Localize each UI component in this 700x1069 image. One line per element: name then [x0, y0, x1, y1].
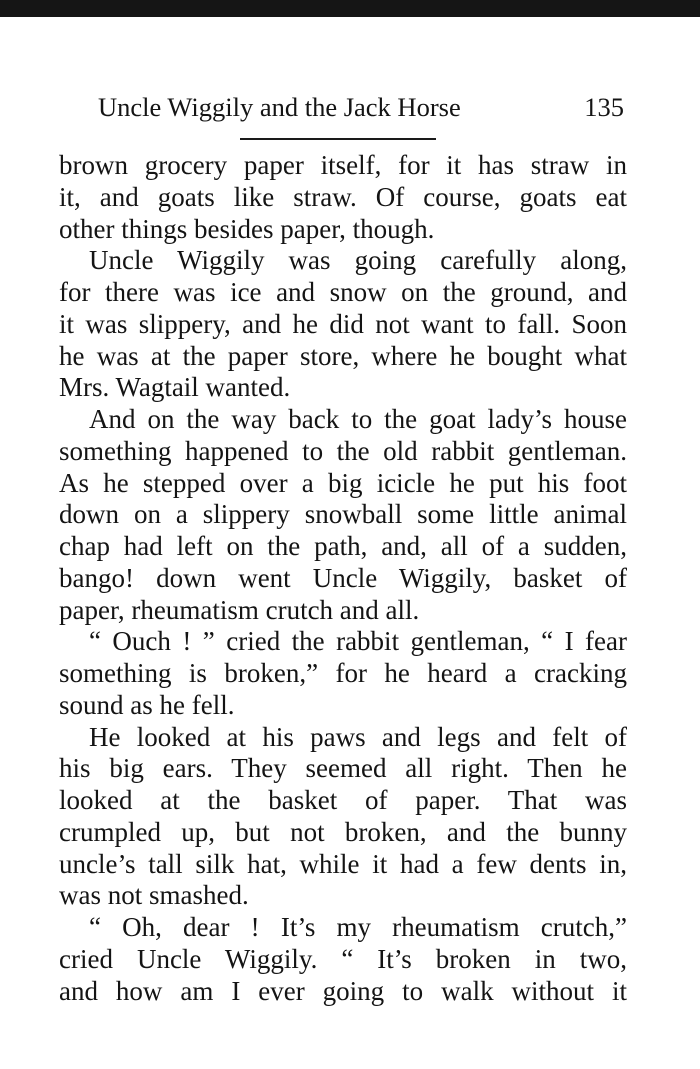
text-line: bango! down went Uncle Wiggily, basket of — [59, 562, 627, 593]
text-line: down on a slippery snowball some little animal — [59, 499, 627, 530]
text-line: uncle’s tall silk hat, while it had a few dents in, — [59, 848, 627, 879]
page-number: 135 — [584, 92, 624, 122]
page-header — [60, 88, 626, 128]
text-line: looked at the basket of paper. That was — [59, 785, 627, 815]
page-top-edge — [0, 0, 700, 17]
text-line: his big ears. They seemed all right. Then he — [59, 753, 627, 784]
text-line: for there was ice and snow on the ground, and — [59, 277, 627, 307]
text-line: was not smashed. — [59, 880, 249, 911]
body-text — [59, 150, 627, 1007]
header-rule — [240, 138, 436, 140]
text-line: cried Uncle Wiggily. “ It’s broken in two, — [59, 943, 627, 974]
text-line: paper, rheumatism crutch and all. — [59, 594, 420, 625]
text-line: other things besides paper, though. — [59, 213, 435, 244]
text-line: As he stepped over a big icicle he put his foot — [59, 467, 627, 498]
text-line: “ Oh, dear ! It’s my rheumatism crutch,” — [89, 912, 627, 942]
text-line: something is broken,” for he heard a cracking — [59, 658, 627, 688]
text-line: crumpled up, but not broken, and the bunny — [59, 816, 627, 847]
text-line: it was slippery, and he did not want to fall. Soon — [59, 308, 627, 339]
text-line: chap had left on the path, and, all of a sudden, — [59, 531, 627, 561]
running-title: Uncle Wiggily and the Jack Horse — [98, 92, 461, 122]
text-line: and how am I ever going to walk without it — [59, 975, 627, 1006]
text-line: sound as he fell. — [59, 689, 235, 720]
text-line: he was at the paper store, where he bought what — [59, 340, 627, 371]
text-line: And on the way back to the goat lady’s house — [89, 404, 627, 434]
text-line: Mrs. Wagtail wanted. — [59, 372, 291, 403]
text-line: brown grocery paper itself, for it has straw in — [59, 150, 627, 180]
text-line: “ Ouch ! ” cried the rabbit gentleman, “ I fear — [89, 626, 627, 657]
text-line: He looked at his paws and legs and felt of — [89, 721, 627, 752]
text-line: something happened to the old rabbit gentleman. — [59, 435, 627, 466]
text-line: it, and goats like straw. Of course, goats eat — [59, 181, 627, 212]
text-line: Uncle Wiggily was going carefully along, — [89, 245, 627, 276]
